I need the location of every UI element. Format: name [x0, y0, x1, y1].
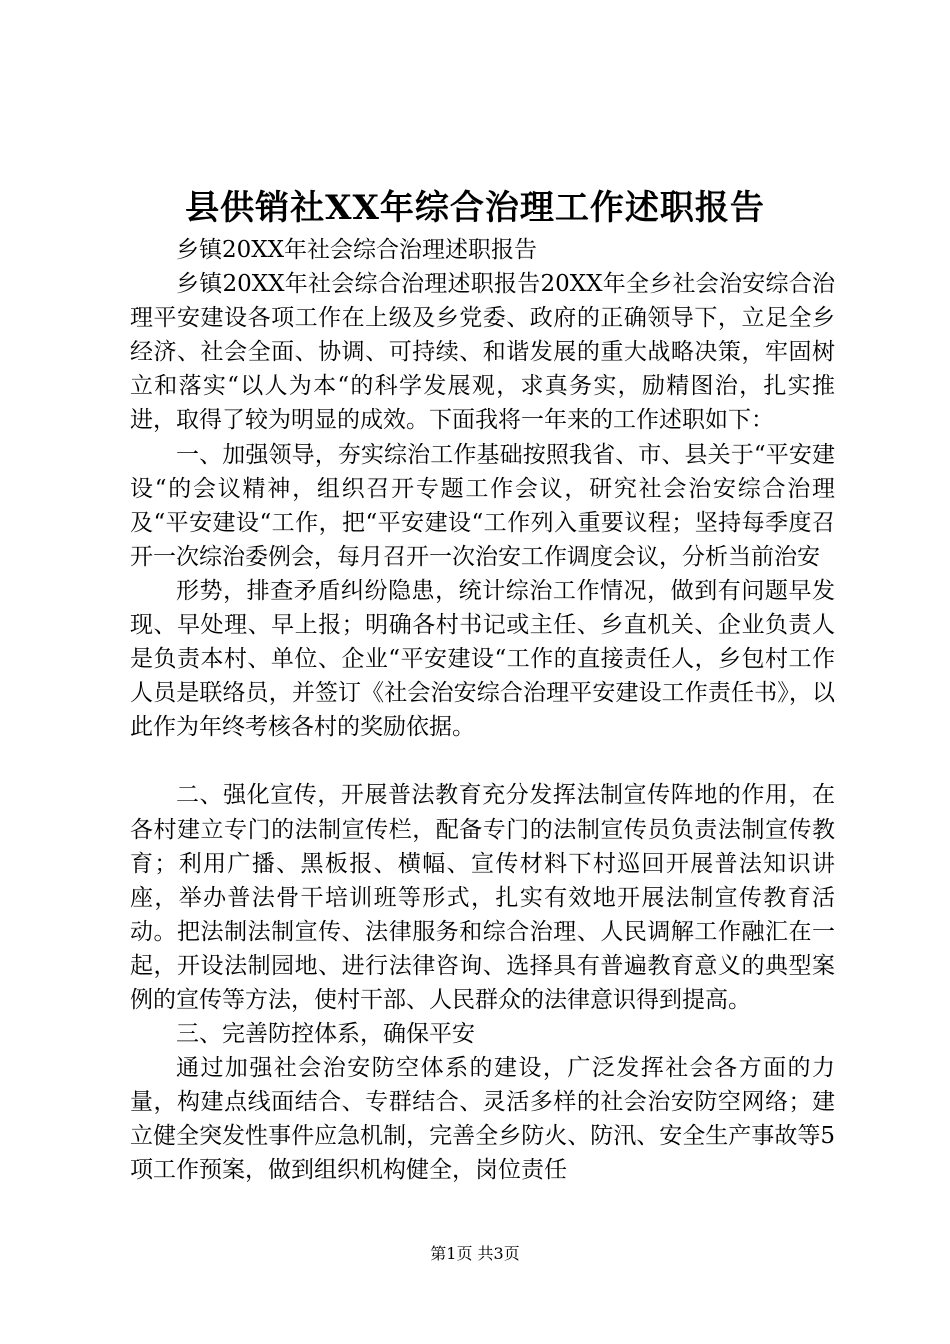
paragraph-section-3: 通过加强社会治安防空体系的建设，广泛发挥社会各方面的力量，构建点线面结合、专群结合、灵活多样的社会治安防空网络；建立健全突发性事件应急机制，完善全乡防火、防汛、安全生产事故等5项工作预案，做到组织机构健全，岗位责任 — [130, 1055, 835, 1184]
paragraph-section-2: 二、强化宣传，开展普法教育充分发挥法制宣传阵地的作用，在各村建立专门的法制宣传栏，配备专门的法制宣传员负责法制宣传教育；利用广播、黑板报、横幅、宣传材料下村巡回开展普法知识讲座，举办普法骨干培训班等形式，扎实有效地开展法制宣传教育活动。把法制法制宣传、法律服务和综合治理、人民调解工作融汇在一起，开设法制园地、进行法律咨询、选择具有普遍教育意义的典型案例的宣传等方法，使村干部、人民群众的法律意识得到提高。 — [130, 782, 835, 1013]
paragraph-section-1-continued: 形势，排查矛盾纠纷隐患，统计综治工作情况，做到有问题早发现、早处理、早上报；明确各村书记或主任、乡直机关、企业负责人是负责本村、单位、企业“平安建设“工作的直接责任人，乡包村工作人员是联络员，并签订《社会治安综合治理平安建设工作责任书》，以此作为年终考核各村的奖励依据。 — [130, 577, 835, 741]
page-number-footer: 第1页 共3页 — [430, 1244, 520, 1263]
paragraph-subtitle: 乡镇20XX年社会综合治理述职报告 — [176, 237, 538, 263]
document-body — [130, 233, 835, 1188]
paragraph-section-3-heading: 三、完善防控体系，确保平安 — [176, 1021, 475, 1048]
paragraph-intro: 乡镇20XX年社会综合治理述职报告20XX年全乡社会治安综合治理平安建设各项工作在上级及乡党委、政府的正确领导下，立足全乡经济、社会全面、协调、可持续、和谐发展的重大战略决策，牢固树立和落实“以人为本“的科学发展观，求真务实，励精图治，扎实推进，取得了较为明显的成效。下面我将一年来的工作述职如下： — [130, 271, 835, 434]
paragraph-section-1: 一、加强领导，夯实综治工作基础按照我省、市、县关于“平安建设“的会议精神，组织召开专题工作会议，研究社会治安综合治理及“平安建设“工作，把“平安建设“工作列入重要议程；坚持每季度召开一次综治委例会，每月召开一次治安工作调度会议，分析当前治安 — [130, 441, 835, 570]
document-title: 县供销社XX年综合治理工作述职报告 — [185, 188, 765, 228]
